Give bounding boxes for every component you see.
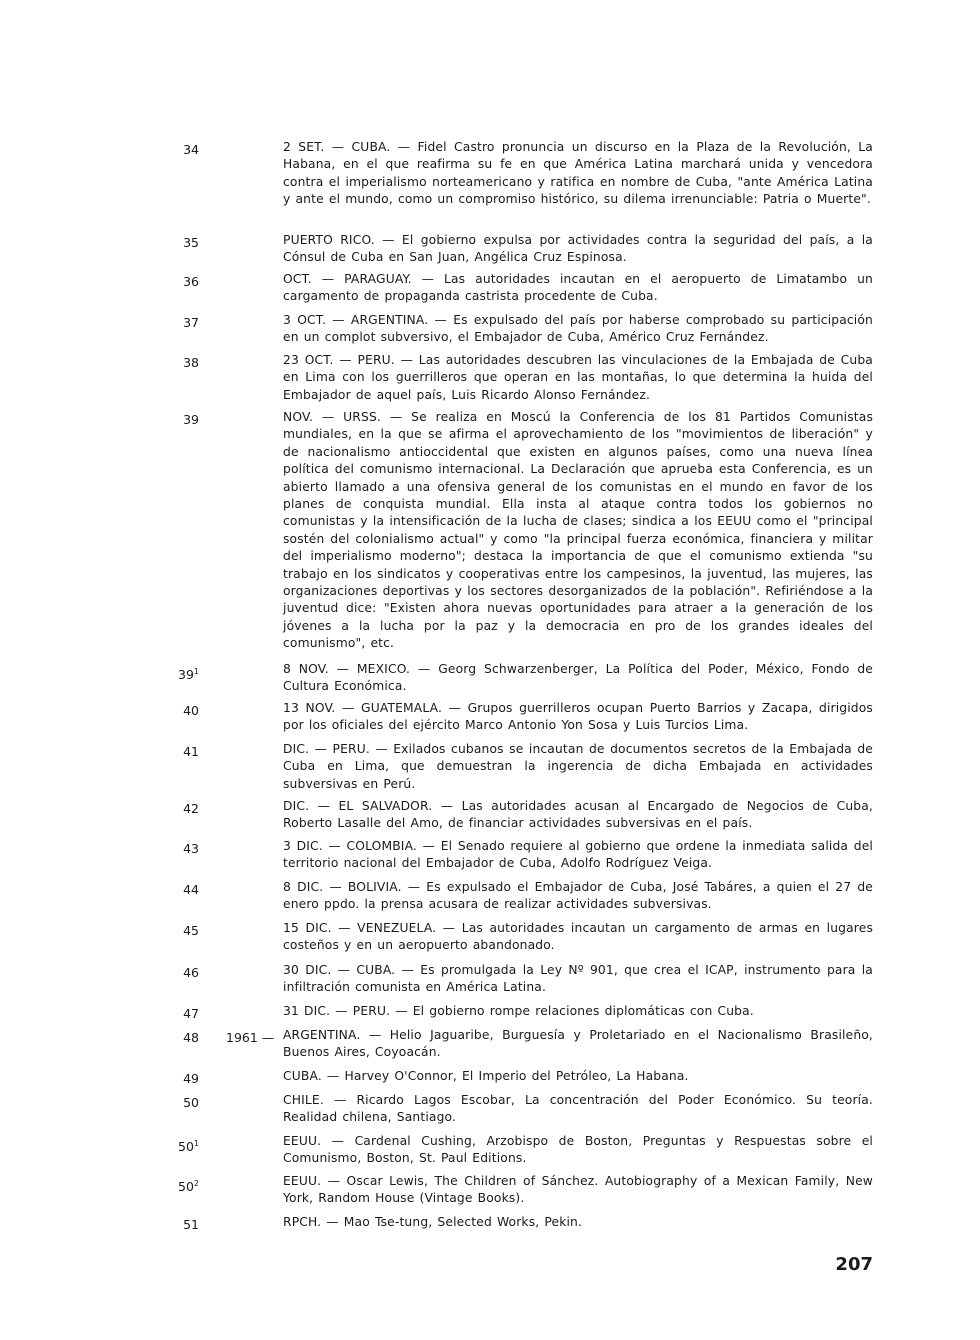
entry-number-superscript: 1 bbox=[193, 667, 199, 676]
entry-number: 40 bbox=[183, 703, 199, 718]
entry-number: $50^1$ bbox=[178, 1139, 199, 1154]
entry-text: ARGENTINA. — Helio Jaguaribe, Burguesía y Proletariado en el Nacionalismo Brasileño, Buenos Aires, Coyoacán. bbox=[283, 1028, 873, 1060]
entry-number: $39^1$ bbox=[178, 667, 199, 682]
entry-number: 38 bbox=[183, 355, 199, 370]
entry-text: EEUU. — Cardenal Cushing, Arzobispo de Boston, Preguntas y Respuestas sobre el Comunismo, Boston, St. Paul Editions. bbox=[283, 1134, 873, 1166]
entry-number: 36 bbox=[183, 274, 199, 289]
entry-text: PUERTO RICO. — El gobierno expulsa por actividades contra la seguridad del país, a la Cónsul de Cuba en San Juan, Angélica Cruz Espinosa. bbox=[283, 233, 873, 265]
entry-number: 41 bbox=[183, 744, 199, 759]
entry-number: 51 bbox=[183, 1217, 199, 1232]
entry-number: $50^2$ bbox=[178, 1179, 199, 1194]
entry-number: 43 bbox=[183, 841, 199, 856]
entry-text: EEUU. — Oscar Lewis, The Children of Sánchez. Autobiography of a Mexican Family, New York, Random House (Vintage Books). bbox=[283, 1174, 873, 1206]
entry-text: CUBA. — Harvey O'Connor, El Imperio del Petróleo, La Habana. bbox=[283, 1069, 689, 1083]
entry-text: 8 DIC. — BOLIVIA. — Es expulsado el Embajador de Cuba, José Tabáres, a quien el 27 de enero ppdo. la prensa acusara de realizar actividades subversivas. bbox=[283, 880, 873, 912]
entry-text: 13 NOV. — GUATEMALA. — Grupos guerrilleros ocupan Puerto Barrios y Zacapa, dirigidos por los oficiales del ejército Marco Antonio Yon Sosa y Luis Turcios Lima. bbox=[283, 701, 873, 733]
entry-text: 15 DIC. — VENEZUELA. — Las autoridades incautan un cargamento de armas en lugares costeños y en un aeropuerto abandonado. bbox=[283, 921, 873, 953]
entry-number: 47 bbox=[183, 1006, 199, 1021]
entry-number: 46 bbox=[183, 965, 199, 980]
entry-text: 3 OCT. — ARGENTINA. — Es expulsado del país por haberse comprobado su participación en un complot subversivo, el Embajador de Cuba, Américo Cruz Fernández. bbox=[283, 313, 873, 345]
entry-number: 49 bbox=[183, 1071, 199, 1086]
entry-number: 39 bbox=[183, 412, 199, 427]
entry-text: DIC. — PERU. — Exilados cubanos se incautan de documentos secretos de la Embajada de Cuba en Lima, que demuestran la ingerencia de dicha Embajada en actividades subversivas en Perú. bbox=[283, 742, 873, 791]
entry-number: 35 bbox=[183, 235, 199, 250]
entry-number: 42 bbox=[183, 801, 199, 816]
entry-number: 48 bbox=[183, 1030, 199, 1045]
entry-number: 37 bbox=[183, 315, 199, 330]
entry-text: CHILE. — Ricardo Lagos Escobar, La concentración del Poder Económico. Su teoría. Realidad chilena, Santiago. bbox=[283, 1093, 873, 1125]
entry-text: RPCH. — Mao Tse-tung, Selected Works, Pekin. bbox=[283, 1215, 583, 1229]
entry-text: 31 DIC. — PERU. — El gobierno rompe relaciones diplomáticas con Cuba. bbox=[283, 1004, 754, 1018]
entry-number: 50 bbox=[183, 1095, 199, 1110]
entry-year: 1961 — bbox=[226, 1030, 275, 1045]
entry-number: 45 bbox=[183, 923, 199, 938]
entry-text: 2 SET. — CUBA. — Fidel Castro pronuncia un discurso en la Plaza de la Revolución, La Habana, en el que reafirma su fe en que América Latina marchará unida y vencedora contra el imperialismo norteamericano y ratifica en nombre de Cuba, "ante América Latina y ante el mundo, como un compromiso histórico, su dilema irrenunciable: Patria o Muerte". bbox=[283, 140, 873, 207]
entry-text: 23 OCT. — PERU. — Las autoridades descubren las vinculaciones de la Embajada de Cuba en Lima con los guerrilleros que operan en las montañas, lo que determina la huida del Embajador de aquel país, Luis Ricardo Alonso Fernández. bbox=[283, 353, 873, 402]
page-number: 207 bbox=[835, 1254, 873, 1275]
entry-number: 34 bbox=[183, 142, 199, 157]
entry-text: 8 NOV. — MEXICO. — Georg Schwarzenberger, La Política del Poder, México, Fondo de Cultura Económica. bbox=[283, 662, 873, 694]
entry-text: 30 DIC. — CUBA. — Es promulgada la Ley Nº 901, que crea el ICAP, instrumento para la infiltración comunista en América Latina. bbox=[283, 963, 873, 995]
entry-text: OCT. — PARAGUAY. — Las autoridades incautan en el aeropuerto de Limatambo un cargamento de propaganda castrista procedente de Cuba. bbox=[283, 272, 873, 304]
entry-number: 44 bbox=[183, 882, 199, 897]
entry-text: 3 DIC. — COLOMBIA. — El Senado requiere al gobierno que ordene la inmediata salida del territorio nacional del Embajador de Cuba, Adolfo Rodríguez Veiga. bbox=[283, 839, 873, 871]
entry-text: DIC. — EL SALVADOR. — Las autoridades acusan al Encargado de Negocios de Cuba, Roberto Lasalle del Amo, de financiar actividades subversivas en el país. bbox=[283, 799, 873, 831]
entry-text: NOV. — URSS. — Se realiza en Moscú la Conferencia de los 81 Partidos Comunistas mundiales, en la que se afirma el aprovechamiento de los "movimientos de liberación" y de nacionalismo antioccidental que existen en algunos países, como una nueva línea política del comunismo internacional. La Declaración que aprueba esta Conferencia, es un abierto llamado a una ofensiva general de los comunistas en el mundo en favor de los planes de conquista mundial. Ella insta al ataque contra todos los gobiernos no comunistas y la intensificación de la lucha de clases; sindica a los EEUU como el "principal sostén del colonialismo actual" y como "la principal fuerza económica, financiera y militar del imperialismo moderno"; destaca la importancia de que el comunismo extienda "su trabajo en los sindicatos y cooperativas entre los campesinos, la juventud, las mujeres, las organizaciones deportivas y los sectores desorganizados de la población". Refiriéndose a la juventud dice: "Existen ahora nuevas oportunidades para atraer a la generación de los jóvenes a la lucha por la paz y la democracia en pro de los grandes ideales del comunismo", etc. bbox=[283, 410, 873, 651]
entry-number-superscript: 2 bbox=[193, 1179, 199, 1188]
entry-number-superscript: 1 bbox=[193, 1139, 199, 1148]
